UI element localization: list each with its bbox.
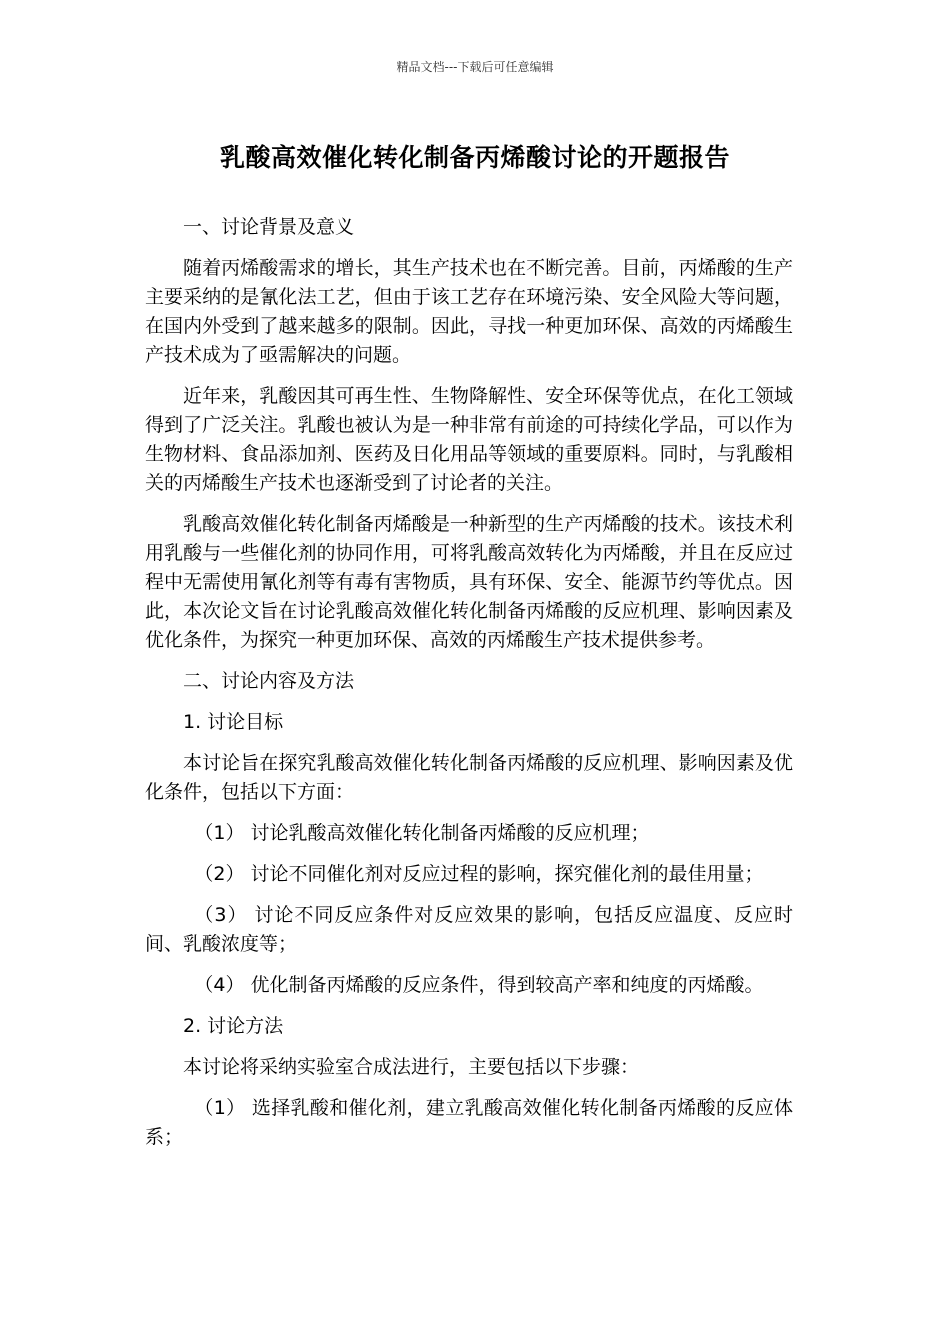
document-body	[145, 213, 793, 1164]
list-item: （3） 讨论不同反应条件对反应效果的影响，包括反应温度、反应时间、乳酸浓度等；	[145, 904, 793, 955]
list-item: （4） 优化制备丙烯酸的反应条件，得到较高产率和纯度的丙烯酸。	[194, 974, 764, 996]
paragraph: 乳酸高效催化转化制备丙烯酸是一种新型的生产丙烯酸的技术。该技术利用乳酸与一些催化剂的协同作用，可将乳酸高效转化为丙烯酸，并且在反应过程中无需使用氰化剂等有毒有害物质，具有环保、安全、能源节约等优点。因此，本次论文旨在讨论乳酸高效催化转化制备丙烯酸的反应机理、影响因素及优化条件，为探究一种更加环保、高效的丙烯酸生产技术提供参考。	[145, 513, 793, 651]
document-title: 乳酸高效催化转化制备丙烯酸讨论的开题报告	[219, 143, 730, 172]
list-item: （1） 选择乳酸和催化剂，建立乳酸高效催化转化制备丙烯酸的反应体系；	[145, 1097, 793, 1148]
paragraph: 近年来，乳酸因其可再生性、生物降解性、安全环保等优点，在化工领域得到了广泛关注。乳酸也被认为是一种非常有前途的可持续化学品，可以作为生物材料、食品添加剂、医药及日化用品等领域的重要原料。同时，与乳酸相关的丙烯酸生产技术也逐渐受到了讨论者的关注。	[145, 385, 793, 494]
paragraph: 随着丙烯酸需求的增长，其生产技术也在不断完善。目前，丙烯酸的生产主要采纳的是氰化法工艺，但由于该工艺存在环境污染、安全风险大等问题，在国内外受到了越来越多的限制。因此，寻找一种更加环保、高效的丙烯酸生产技术成为了亟需解决的问题。	[145, 257, 793, 366]
paragraph: 本讨论旨在探究乳酸高效催化转化制备丙烯酸的反应机理、影响因素及优化条件，包括以下方面：	[145, 752, 793, 803]
page-header-note: 精品文档---下载后可任意编辑	[396, 60, 554, 74]
subsection-1-heading: 1. 讨论目标	[183, 711, 284, 733]
paragraph: 本讨论将采纳实验室合成法进行，主要包括以下步骤：	[183, 1056, 640, 1078]
list-item: （1） 讨论乳酸高效催化转化制备丙烯酸的反应机理；	[194, 822, 650, 844]
list-item: （2） 讨论不同催化剂对反应过程的影响，探究催化剂的最佳用量；	[194, 863, 764, 885]
section-1-heading: 一、讨论背景及意义	[183, 216, 355, 238]
subsection-2-heading: 2. 讨论方法	[183, 1015, 284, 1037]
section-2-heading: 二、讨论内容及方法	[183, 670, 355, 692]
